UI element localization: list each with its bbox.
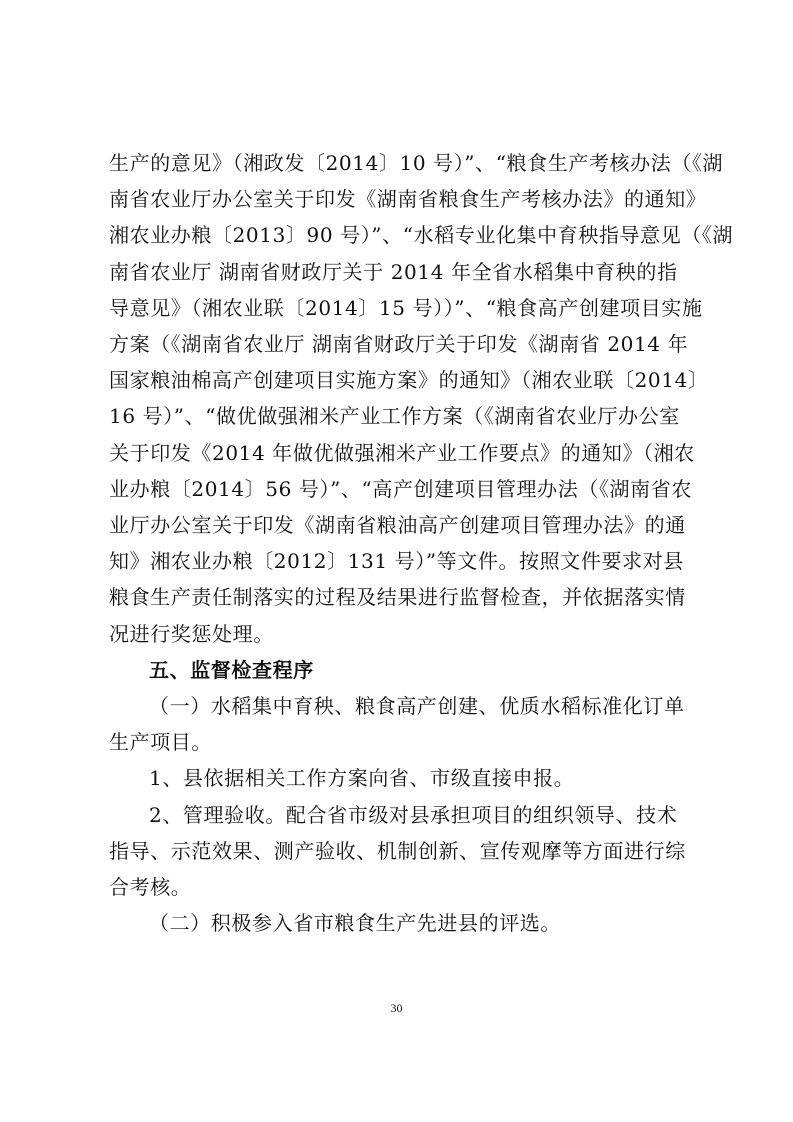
paragraph-supervision-basis <box>109 145 734 652</box>
text-line: 粮食生产责任制落实的过程及结果进行监督检查，并依据落实情 <box>109 585 686 610</box>
text-line: （二）积极参入省市粮食生产先进县的评选。 <box>149 911 561 936</box>
text-line: 业厅办公室关于印发《湖南省粮油高产创建项目管理办法》的通 <box>109 513 686 538</box>
text-line: 生产的意见》（湘政发〔2014〕10 号）”、“粮食生产考核办法（《湖 <box>109 151 724 175</box>
text-line: 导意见》（湘农业联〔2014〕15 号））”、“粮食高产创建项目实施 <box>109 295 703 320</box>
text-line: 知》湘农业办粮〔2012〕131 号）”等文件。按照文件要求对县 <box>109 549 684 574</box>
section-heading: 五、监督检查程序 <box>149 657 314 682</box>
text-line: 指导、示范效果、测产验收、机制创新、宣传观摩等方面进行综 <box>109 838 686 863</box>
text-line: 国家粮油棉高产创建项目实施方案》的通知》（湘农业联〔2014〕 <box>109 368 709 393</box>
document-body <box>109 145 734 941</box>
text-line: 1、县依据相关工作方案向省、市级直接申报。 <box>149 766 575 791</box>
text-line: 南省农业厅办公室关于印发《湖南省粮食生产考核办法》的通知》 <box>109 187 707 212</box>
text-line: 关于印发《2014 年做优做强湘米产业工作要点》的通知》（湘农 <box>109 440 695 465</box>
text-line: 生产项目。 <box>109 730 212 755</box>
text-line: 2、管理验收。配合省市级对县承担项目的组织领导、技术 <box>149 802 678 827</box>
paragraph-item-acceptance <box>109 797 689 906</box>
page-number: 30 <box>390 1001 403 1015</box>
text-line: 况进行奖惩处理。 <box>109 621 274 646</box>
text-line: 业办粮〔2014〕56 号）”、“高产创建项目管理办法（《湖南省农 <box>109 476 692 501</box>
paragraph-item-two <box>109 905 689 941</box>
paragraph-item-declaration <box>109 760 689 796</box>
paragraph-item-one <box>109 688 689 760</box>
text-line: 16 号）”、“做优做强湘米产业工作方案（《湖南省农业厅办公室 <box>109 404 680 429</box>
text-line: （一）水稻集中育秧、粮食高产创建、优质水稻标准化订单 <box>149 694 685 719</box>
text-line: 合考核。 <box>109 875 192 900</box>
text-line: 湘农业办粮〔2013〕90 号）”、“水稻专业化集中育秧指导意见（《湖 <box>109 223 734 248</box>
text-line: 方案（《湖南省农业厅 湖南省财政厅关于印发《湖南省 2014 年 <box>109 332 689 357</box>
text-line: 南省农业厅 湖南省财政厅关于 2014 年全省水稻集中育秧的指 <box>109 259 678 284</box>
